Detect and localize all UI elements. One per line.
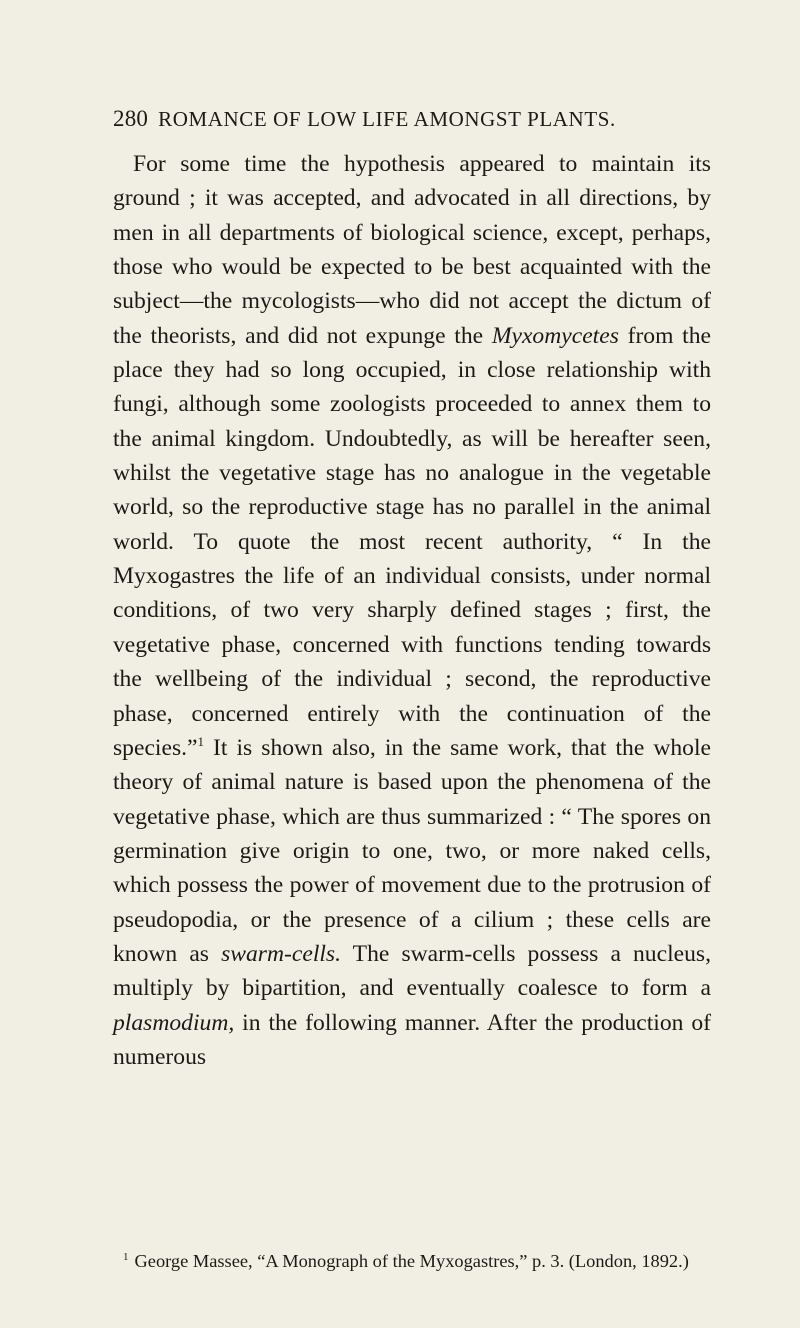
- footnote-text: George Massee, “A Monograph of the Myxogastres,” p. 3. (London, 1892.): [134, 1251, 689, 1271]
- term-myxomycetes: Myxomycetes: [491, 322, 619, 349]
- body-text-segment-2: from the place they had so long occupied, in close relationship with fungi, although some zoologists proceeded to annex them to the animal kingdom. Undoubtedly, as will be hereafter seen, whilst the vegetative stage has no analogue in the vegetable world, so the reproductive stage has no parallel in the animal world. To quote the most recent authority, “ In the Myxogastres the life of an individual consists, under normal conditions, of two very sharply defined stages ; first, the vegetative phase, concerned with functions tending towards the wellbeing of the individual ; second, the reproductive phase, concerned entirely with the continuation of the species.”: [113, 322, 711, 761]
- footnote-mark: 1: [123, 1250, 129, 1263]
- body-text-segment-5: in the following manner. After the production of numerous: [113, 1009, 711, 1070]
- page-number: 280: [113, 106, 149, 131]
- running-title: ROMANCE OF LOW LIFE AMONGST PLANTS.: [158, 107, 616, 131]
- body-text-segment-4: The swarm-cells possess a nucleus, multiply by bipartition, and eventually coalesce to form a: [113, 940, 711, 1002]
- term-plasmodium: plasmodium,: [113, 1009, 235, 1036]
- term-swarm-cells: swarm-cells.: [221, 940, 342, 967]
- footnote-reference: 1: [197, 733, 205, 749]
- body-text-segment-1: For some time the hypothesis appeared to maintain its ground ; it was accepted, and advocated in all directions, by men in all departments of biological science, except, perhaps, those who would be expected to be best acquainted with the subject—the mycologists—who did not accept the dictum of the theorists, and did not expunge the: [113, 151, 711, 349]
- running-header: [113, 106, 713, 132]
- body-paragraph: [113, 147, 711, 1074]
- body-text-segment-3: It is shown also, in the same work, that the whole theory of animal nature is based upon the phenomena of the vegetative phase, which are thus summarized : “ The spores on germination give origin to one, two, or more naked cells, which possess the power of movement due to the protrusion of pseudopodia, or the presence of a cilium ; these cells are known as: [113, 734, 711, 967]
- footnote: [113, 1248, 711, 1274]
